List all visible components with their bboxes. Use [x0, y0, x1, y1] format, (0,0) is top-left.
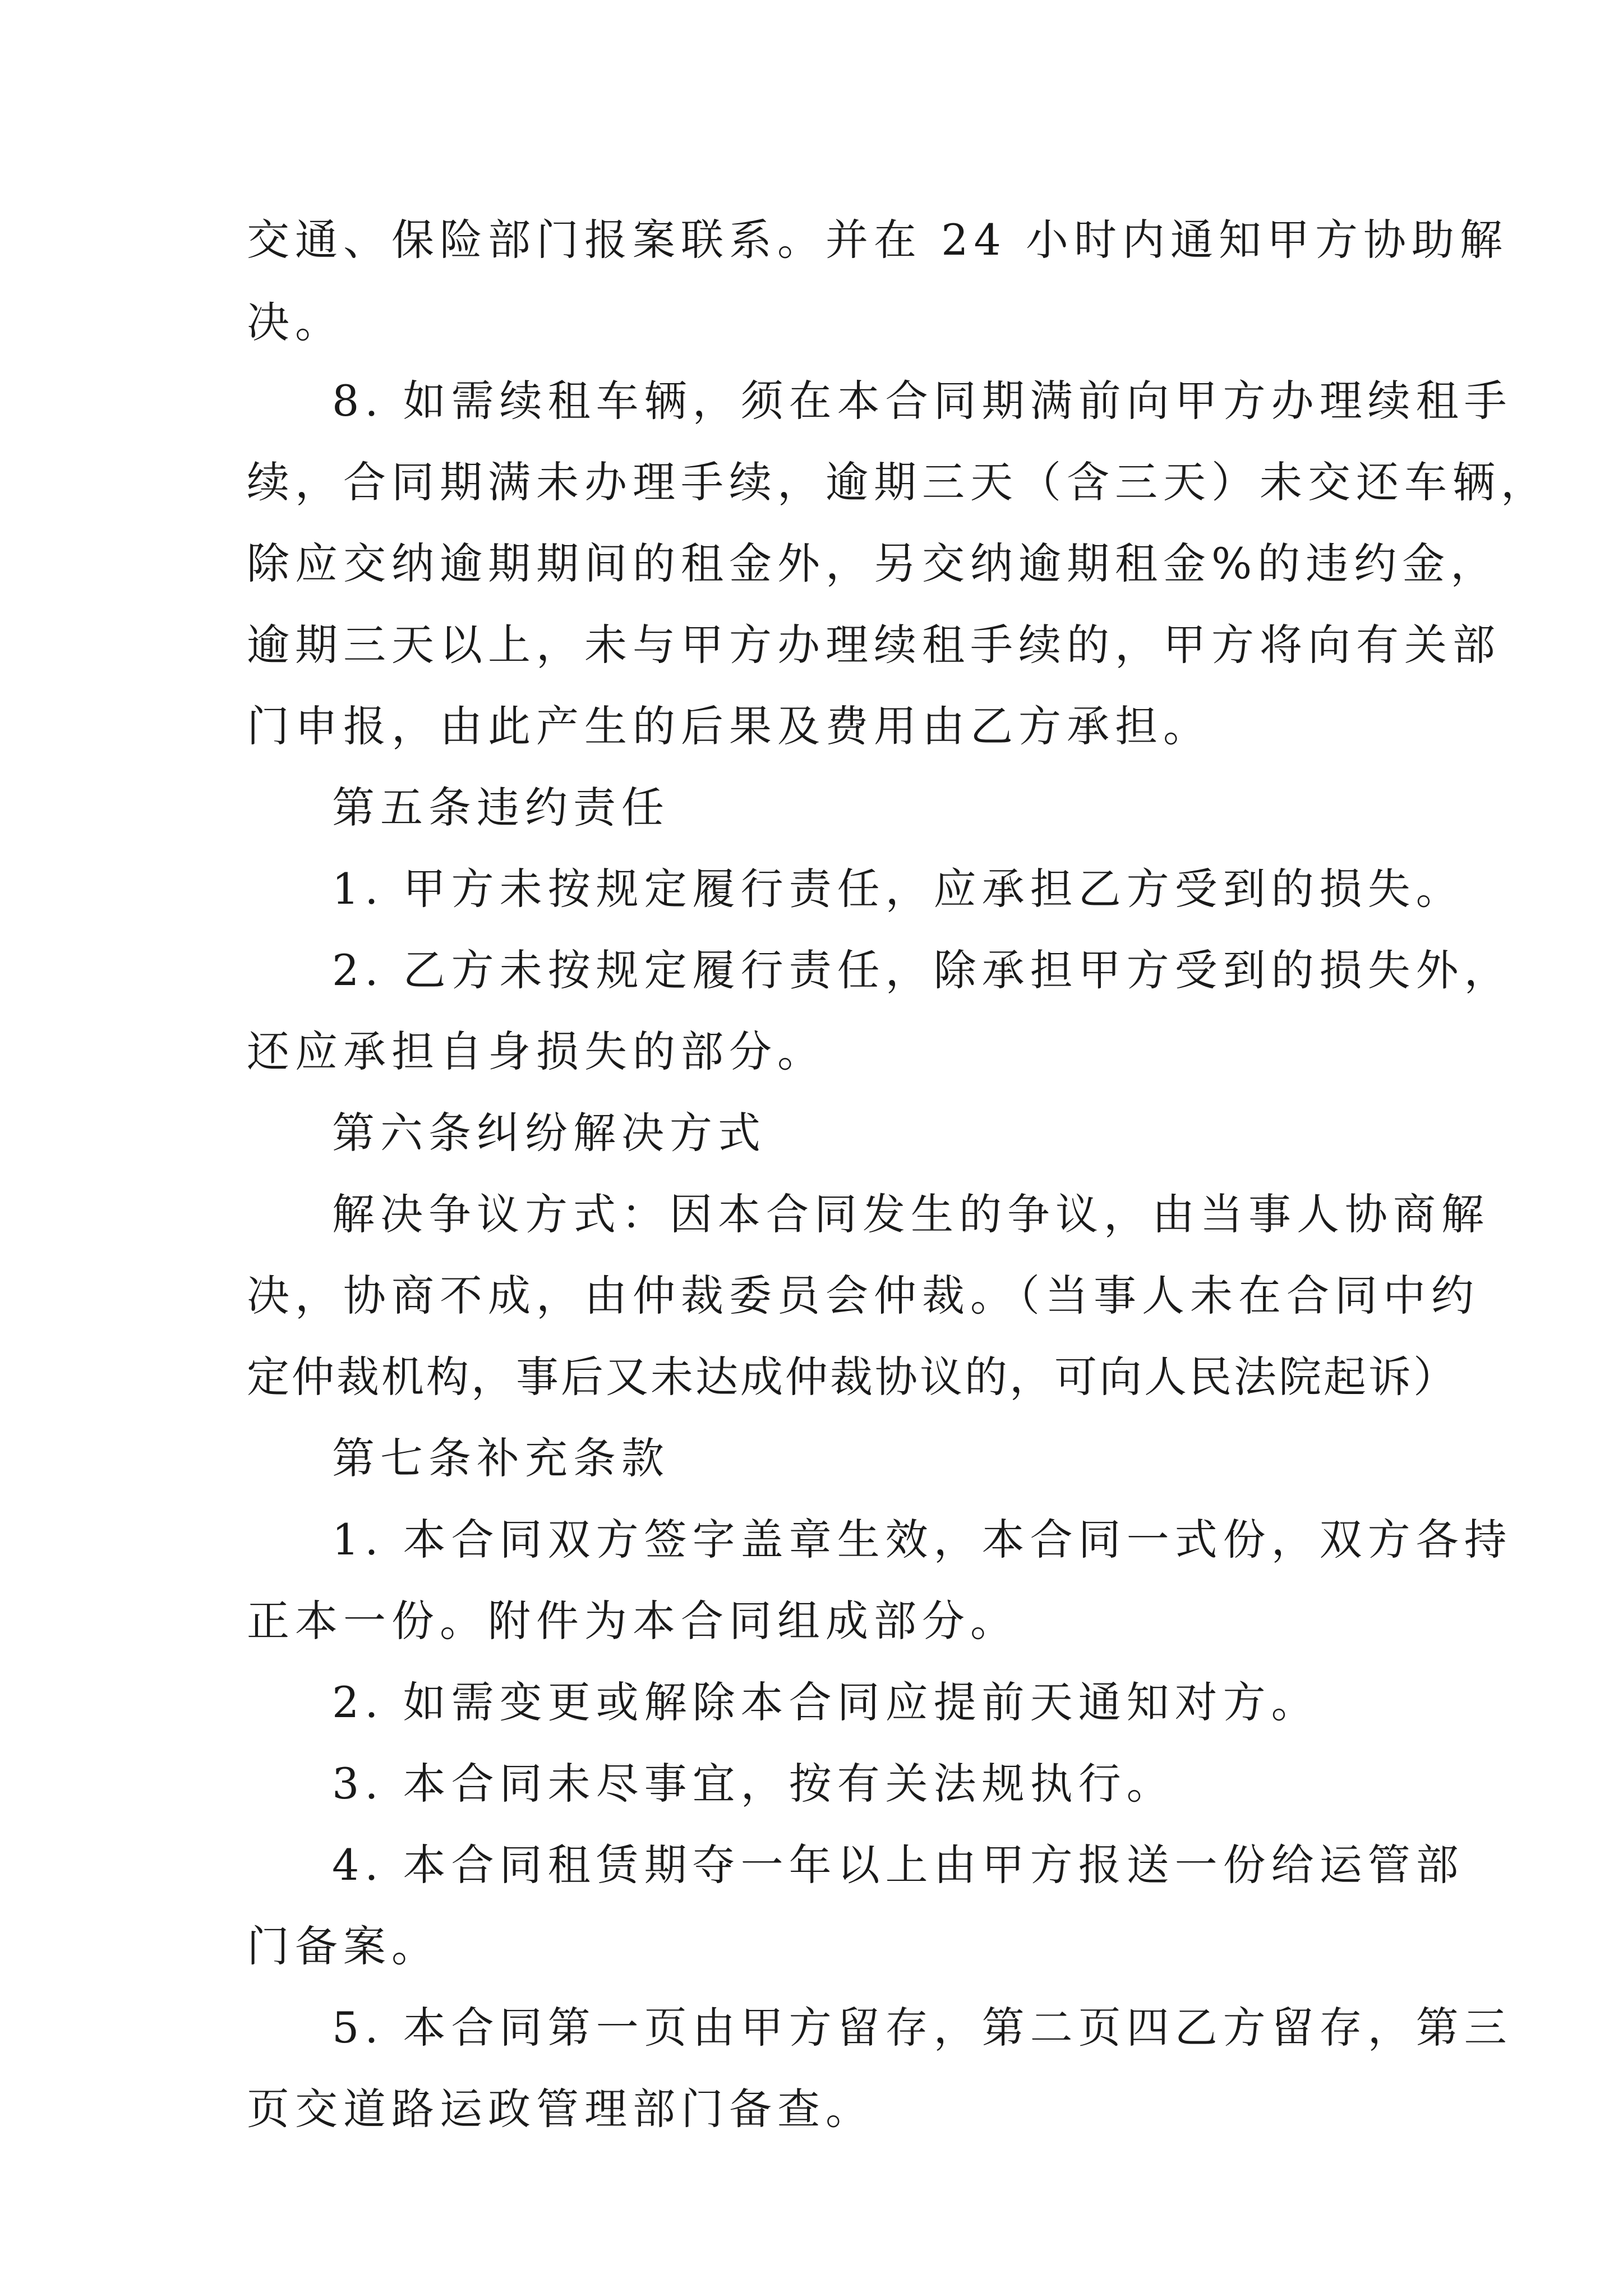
- text-line: 续，合同期满未办理手续，逾期三天（含三天）未交还车辆，: [247, 457, 1549, 507]
- text-line: 正本一份。附件为本合同组成部分。: [247, 1596, 1018, 1646]
- text-line: 1. 本合同双方签字盖章生效，本合同一式份，双方各持: [332, 1515, 1513, 1565]
- section-heading: 第七条补充条款: [332, 1433, 670, 1483]
- text-line: 决，协商不成，由仲裁委员会仲裁。（当事人未在合同中约: [247, 1271, 1479, 1320]
- text-line: 门备案。: [247, 1921, 440, 1971]
- text-line: 8. 如需续租车辆，须在本合同期满前向甲方办理续租手: [332, 376, 1513, 426]
- text-line: 定仲裁机构，事后又未达成仲裁协议的，可向人民法院起诉）: [247, 1352, 1458, 1402]
- text-line: 还应承担自身损失的部分。: [247, 1027, 826, 1076]
- text-line: 1. 甲方未按规定履行责任，应承担乙方受到的损失。: [332, 864, 1464, 914]
- text-line: 除应交纳逾期期间的租金外，另交纳逾期租金%的违约金，: [247, 539, 1499, 588]
- text-line: 5. 本合同第一页由甲方留存，第二页四乙方留存，第三: [332, 2003, 1513, 2053]
- text-line: 2. 如需变更或解除本合同应提前天通知对方。: [332, 1677, 1320, 1727]
- section-heading: 第六条纠纷解决方式: [332, 1108, 766, 1158]
- text-line: 逾期三天以上，未与甲方办理续租手续的，甲方将向有关部: [247, 620, 1501, 670]
- section-heading: 第五条违约责任: [332, 783, 670, 832]
- text-line: 交通、保险部门报案联系。并在 24 小时内通知甲方协助解: [247, 215, 1509, 265]
- text-line: 4. 本合同租赁期夺一年以上由甲方报送一份给运管部: [332, 1840, 1464, 1890]
- text-line: 解决争议方式：因本合同发生的争议，由当事人协商解: [332, 1189, 1490, 1239]
- text-line: 门申报，由此产生的后果及费用由乙方承担。: [247, 701, 1211, 751]
- text-line: 页交道路运政管理部门备查。: [247, 2084, 874, 2134]
- text-line: 决。: [247, 297, 343, 347]
- text-line: 3. 本合同未尽事宜，按有关法规执行。: [332, 1759, 1175, 1809]
- text-line: 2. 乙方未按规定履行责任，除承担甲方受到的损失外，: [332, 945, 1513, 995]
